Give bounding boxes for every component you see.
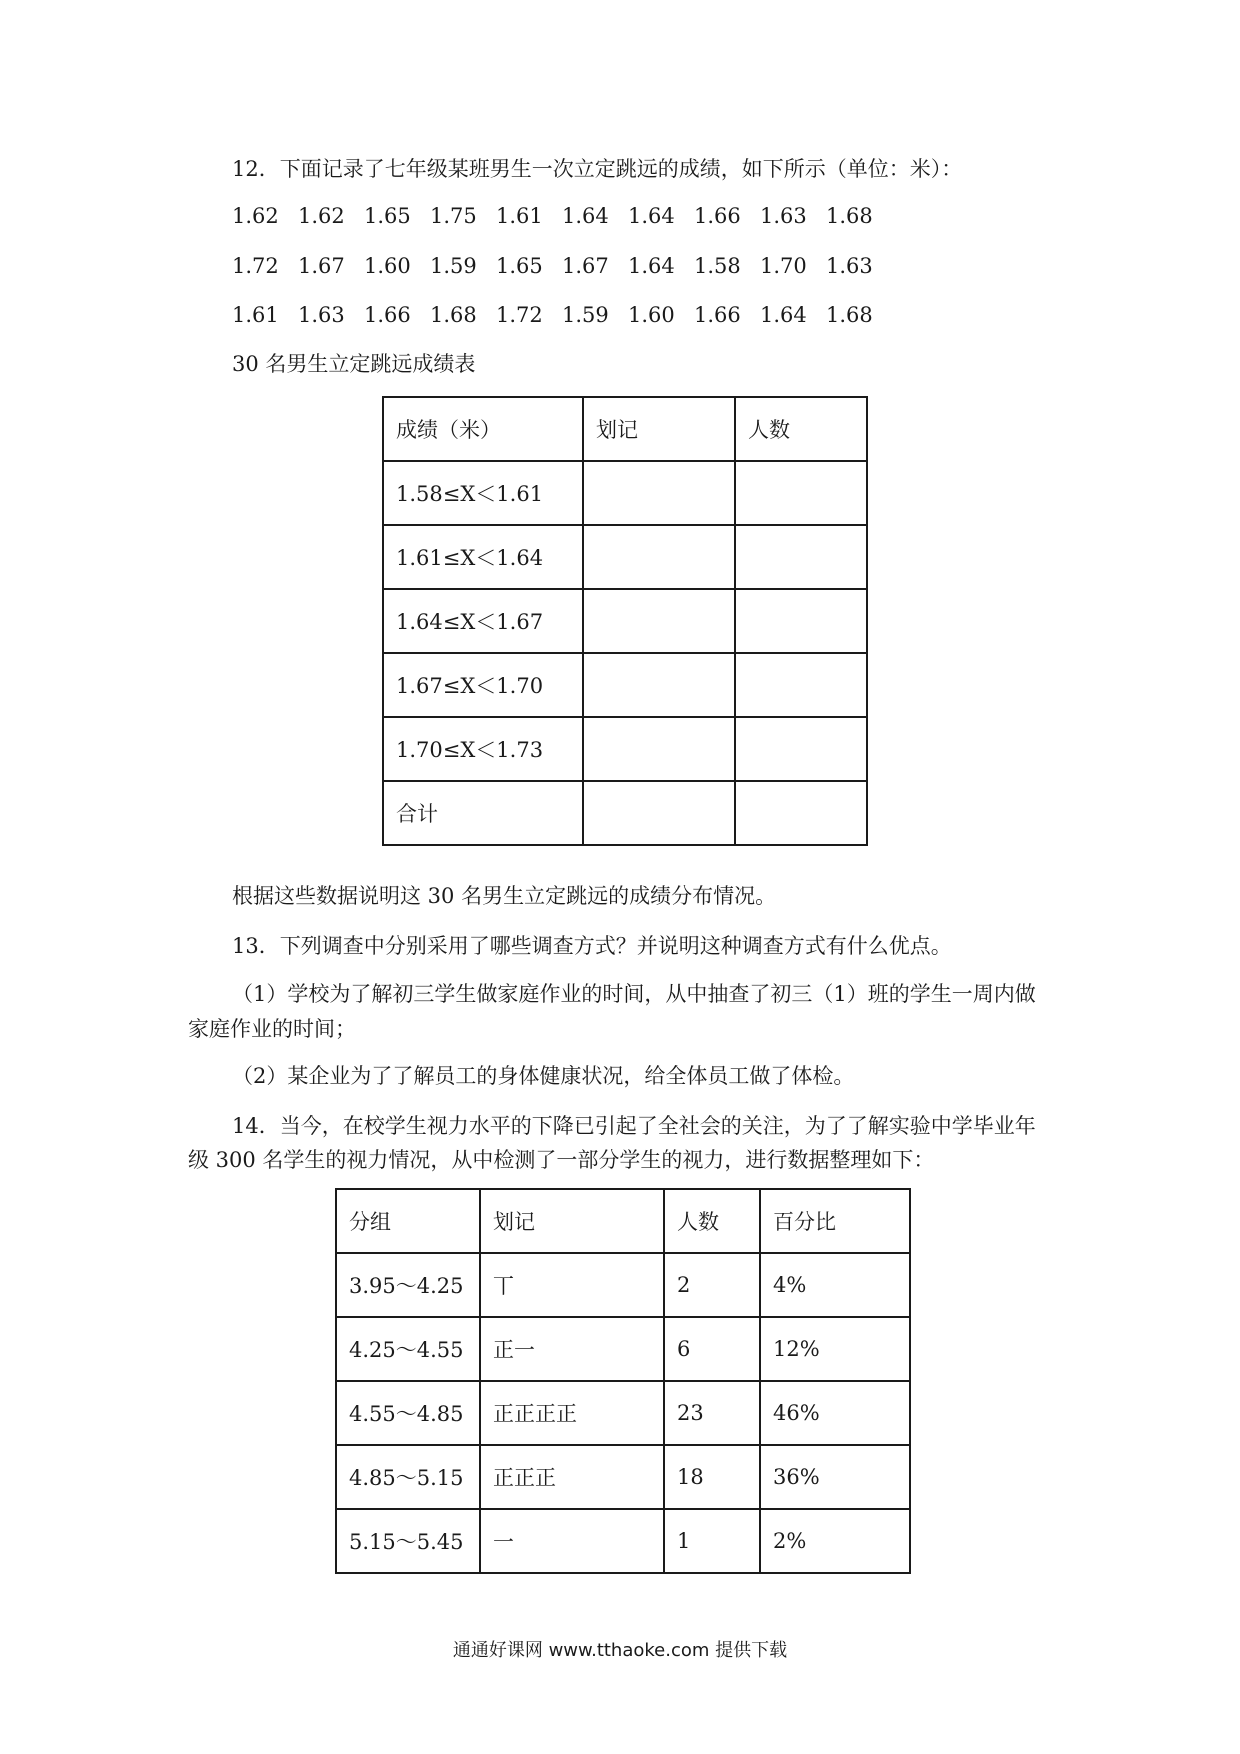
data-value: 1.63 (826, 254, 873, 278)
table-header-cell: 成绩（米） (383, 397, 583, 461)
table-cell: 36% (760, 1445, 910, 1509)
table-cell: 1.67≤X＜1.70 (383, 653, 583, 717)
table-header-cell: 划记 (480, 1189, 664, 1253)
data-value: 1.64 (562, 204, 609, 228)
table-cell: 1.70≤X＜1.73 (383, 717, 583, 781)
data-value: 1.75 (430, 204, 477, 228)
data-value: 1.65 (496, 254, 543, 278)
table-cell: 4.55～4.85 (336, 1381, 480, 1445)
data-value: 1.59 (562, 303, 609, 327)
q13-item-2: （2）某企业为了了解员工的身体健康状况，给全体员工做了体检。 (232, 1064, 855, 1088)
data-value: 1.68 (430, 303, 477, 327)
table-cell (583, 461, 735, 525)
table-cell (583, 717, 735, 781)
data-value: 1.64 (760, 303, 807, 327)
table-cell: 1.58≤X＜1.61 (383, 461, 583, 525)
table-cell: 1.61≤X＜1.64 (383, 525, 583, 589)
table-row (336, 1381, 910, 1445)
data-value: 1.62 (298, 204, 345, 228)
data-value: 1.64 (628, 254, 675, 278)
table-header-cell: 划记 (583, 397, 735, 461)
data-value: 1.59 (430, 254, 477, 278)
table-row (383, 589, 867, 653)
data-value: 1.72 (496, 303, 543, 327)
table-row (383, 717, 867, 781)
table-cell: 4.25～4.55 (336, 1317, 480, 1381)
q14-prompt-continued: 级 300 名学生的视力情况，从中检测了一部分学生的视力，进行数据整理如下： (188, 1148, 935, 1172)
table-header-row (336, 1189, 910, 1253)
table-cell (735, 653, 867, 717)
q13-item-1-continued: 家庭作业的时间； (188, 1017, 356, 1041)
data-value: 1.60 (628, 303, 675, 327)
table-row (383, 653, 867, 717)
table-cell: 正一 (480, 1317, 664, 1381)
data-value: 1.65 (364, 204, 411, 228)
table-cell (583, 589, 735, 653)
data-value: 1.66 (694, 303, 741, 327)
data-value: 1.66 (364, 303, 411, 327)
table-row (336, 1317, 910, 1381)
table-cell: 4% (760, 1253, 910, 1317)
table-cell: 1 (664, 1509, 760, 1573)
data-value: 1.67 (298, 254, 345, 278)
table-cell (583, 781, 735, 845)
data-value: 1.61 (232, 303, 279, 327)
table-cell (735, 717, 867, 781)
data-value: 1.60 (364, 254, 411, 278)
table-row (383, 781, 867, 845)
data-value: 1.68 (826, 204, 873, 228)
table-cell: 一 (480, 1509, 664, 1573)
data-value: 1.67 (562, 254, 609, 278)
data-value: 1.66 (694, 204, 741, 228)
table-cell (735, 461, 867, 525)
table-cell: 正正正正 (480, 1381, 664, 1445)
table-cell: 3.95～4.25 (336, 1253, 480, 1317)
table-cell: 46% (760, 1381, 910, 1445)
table-row (383, 461, 867, 525)
table-cell: 2% (760, 1509, 910, 1573)
data-value: 1.68 (826, 303, 873, 327)
data-value: 1.61 (496, 204, 543, 228)
data-value: 1.62 (232, 204, 279, 228)
data-value: 1.70 (760, 254, 807, 278)
vision-table (335, 1188, 911, 1574)
table-cell: 5.15～5.45 (336, 1509, 480, 1573)
q12-prompt: 12．下面记录了七年级某班男生一次立定跳远的成绩，如下所示（单位：米）： (232, 157, 963, 181)
q12-data-row-1 (232, 202, 892, 230)
table-cell (735, 781, 867, 845)
table-cell (735, 589, 867, 653)
table-header-cell: 百分比 (760, 1189, 910, 1253)
q12-question: 根据这些数据说明这 30 名男生立定跳远的成绩分布情况。 (232, 884, 777, 908)
table-header-cell: 分组 (336, 1189, 480, 1253)
table-cell: 合计 (383, 781, 583, 845)
table-cell: 6 (664, 1317, 760, 1381)
table-cell: 23 (664, 1381, 760, 1445)
long-jump-table (382, 396, 868, 846)
table-cell: 2 (664, 1253, 760, 1317)
table-header-row (383, 397, 867, 461)
table-cell: 4.85～5.15 (336, 1445, 480, 1509)
data-value: 1.64 (628, 204, 675, 228)
table-row (336, 1445, 910, 1509)
table-row (336, 1253, 910, 1317)
table-cell: 18 (664, 1445, 760, 1509)
data-value: 1.63 (760, 204, 807, 228)
q12-data-row-3 (232, 301, 892, 329)
table-row (336, 1509, 910, 1573)
table-cell: 12% (760, 1317, 910, 1381)
table-cell (583, 653, 735, 717)
q13-prompt: 13．下列调查中分别采用了哪些调查方式？并说明这种调查方式有什么优点。 (232, 934, 952, 958)
q12-data-row-2 (232, 252, 892, 280)
q13-item-1: （1）学校为了解初三学生做家庭作业的时间，从中抽查了初三（1）班的学生一周内做 (232, 982, 1036, 1006)
q12-table-title: 30 名男生立定跳远成绩表 (232, 352, 476, 376)
table-cell: 丅 (480, 1253, 664, 1317)
data-value: 1.72 (232, 254, 279, 278)
table-cell: 正正正 (480, 1445, 664, 1509)
table-header-cell: 人数 (735, 397, 867, 461)
table-row (383, 525, 867, 589)
data-value: 1.63 (298, 303, 345, 327)
table-cell (735, 525, 867, 589)
q14-prompt: 14．当今，在校学生视力水平的下降已引起了全社会的关注，为了了解实验中学毕业年 (232, 1114, 1036, 1138)
footer-credit: 通通好课网 www.tthaoke.com 提供下载 (452, 1640, 788, 1661)
table-cell (583, 525, 735, 589)
table-cell: 1.64≤X＜1.67 (383, 589, 583, 653)
data-value: 1.58 (694, 254, 741, 278)
table-header-cell: 人数 (664, 1189, 760, 1253)
